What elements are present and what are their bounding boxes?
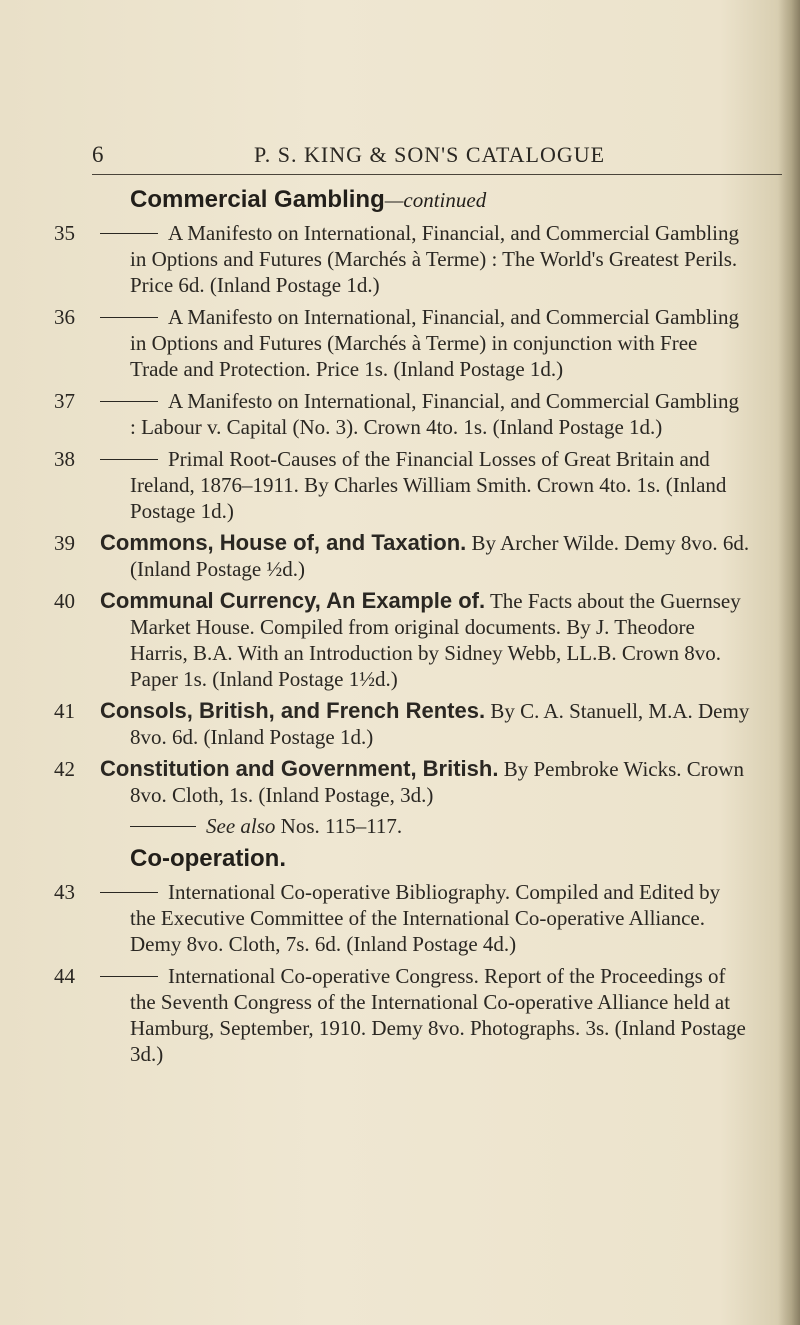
catalogue-entry bbox=[50, 588, 785, 692]
entry-number: 43 bbox=[54, 880, 75, 904]
entry-body bbox=[100, 446, 750, 524]
catalogue-entry bbox=[50, 388, 785, 440]
page-header bbox=[92, 138, 782, 174]
entry-text: International Co-operative Congress. Report of the Proceedings of the Seventh Congress of the International Co-operative Alliance held at Hamburg, September, 1910. Demy 8vo. Photographs. 3s. (Inland Postage 3d.) bbox=[130, 964, 746, 1066]
entry-text: Primal Root-Causes of the Financial Losses of Great Britain and Ireland, 1876–1911. By Charles William Smith. Crown 4to. 1s. (Inland Postage 1d.) bbox=[130, 447, 727, 523]
entry-title: Communal Currency, An Example of. bbox=[100, 588, 486, 613]
section-title-text: Commercial Gambling bbox=[130, 186, 385, 213]
section-title-text: Co-operation. bbox=[130, 845, 286, 872]
continued-label: —continued bbox=[384, 188, 487, 212]
catalogue-entry bbox=[50, 879, 785, 957]
entry-body bbox=[100, 220, 750, 298]
catalogue-entry bbox=[50, 530, 785, 582]
entry-text: A Manifesto on International, Financial, and Commercial Gambling in Options and Futures (Marchés à Terme) : The World's Greatest Perils. Price 6d. (Inland Postage 1d.) bbox=[130, 221, 739, 297]
entry-number: 37 bbox=[54, 389, 75, 413]
entry-body bbox=[100, 388, 750, 440]
entry-title: Consols, British, and French Rentes. bbox=[100, 698, 486, 723]
see-also-line bbox=[130, 814, 785, 839]
entry-body bbox=[100, 756, 750, 808]
ditto-dash bbox=[130, 826, 196, 827]
catalogue-content bbox=[50, 186, 785, 1073]
entry-number: 36 bbox=[54, 305, 75, 329]
section-title-co-operation bbox=[130, 845, 785, 873]
see-also-text: Nos. 115–117. bbox=[280, 814, 403, 838]
catalogue-entry bbox=[50, 446, 785, 524]
entry-number: 39 bbox=[54, 531, 75, 555]
entry-text: By Archer Wilde. Demy 8vo. 6d. (Inland Postage ½d.) bbox=[130, 531, 750, 581]
catalogue-entry bbox=[50, 756, 785, 808]
running-head: P. S. KING & SON'S CATALOGUE bbox=[254, 142, 606, 167]
entry-body bbox=[100, 879, 750, 957]
ditto-dash bbox=[100, 401, 158, 402]
entry-body bbox=[100, 963, 750, 1067]
catalogue-entry bbox=[50, 304, 785, 382]
section-title-commercial-gambling bbox=[130, 186, 785, 214]
ditto-dash bbox=[100, 459, 158, 460]
entry-body bbox=[100, 698, 750, 750]
entry-number: 41 bbox=[54, 699, 75, 723]
entry-number: 35 bbox=[54, 221, 75, 245]
entry-text: The Facts about the Guernsey Market House. Compiled from original documents. By J. Theodore Harris, B.A. With an Introduction by Sidney Webb, LL.B. Crown 8vo. Paper 1s. (Inland Postage 1½d.) bbox=[130, 589, 741, 691]
entry-body bbox=[100, 530, 750, 582]
entry-title: Commons, House of, and Taxation. bbox=[100, 530, 467, 555]
ditto-dash bbox=[100, 892, 158, 893]
entry-text: By C. A. Stanuell, M.A. Demy 8vo. 6d. (Inland Postage 1d.) bbox=[130, 699, 750, 749]
ditto-dash bbox=[100, 976, 158, 977]
entry-body bbox=[100, 588, 750, 692]
catalogue-entry bbox=[50, 963, 785, 1067]
ditto-dash bbox=[100, 233, 158, 234]
entry-title: Constitution and Government, British. bbox=[100, 756, 499, 781]
entry-body bbox=[100, 304, 750, 382]
catalogue-entry bbox=[50, 220, 785, 298]
entry-number: 44 bbox=[54, 964, 75, 988]
ditto-dash bbox=[100, 317, 158, 318]
header-rule bbox=[92, 174, 782, 175]
see-also-label: See also bbox=[206, 814, 276, 838]
page-number: 6 bbox=[92, 142, 104, 167]
entry-number: 42 bbox=[54, 757, 75, 781]
catalogue-entry bbox=[50, 698, 785, 750]
entry-text: By Pembroke Wicks. Crown 8vo. Cloth, 1s. (Inland Postage, 3d.) bbox=[130, 757, 744, 807]
entry-text: A Manifesto on International, Financial, and Commercial Gambling in Options and Futures (Marchés à Terme) in conjunction with Free Trade and Protection. Price 1s. (Inland Postage 1d.) bbox=[130, 305, 739, 381]
entry-number: 40 bbox=[54, 589, 75, 613]
entry-text: A Manifesto on International, Financial, and Commercial Gambling : Labour v. Capital (No. 3). Crown 4to. 1s. (Inland Postage 1d.) bbox=[130, 389, 739, 439]
entry-text: International Co-operative Bibliography. Compiled and Edited by the Executive Committee of the International Co-operative Alliance. Demy 8vo. Cloth, 7s. 6d. (Inland Postage 4d.) bbox=[130, 880, 721, 956]
entry-number: 38 bbox=[54, 447, 75, 471]
